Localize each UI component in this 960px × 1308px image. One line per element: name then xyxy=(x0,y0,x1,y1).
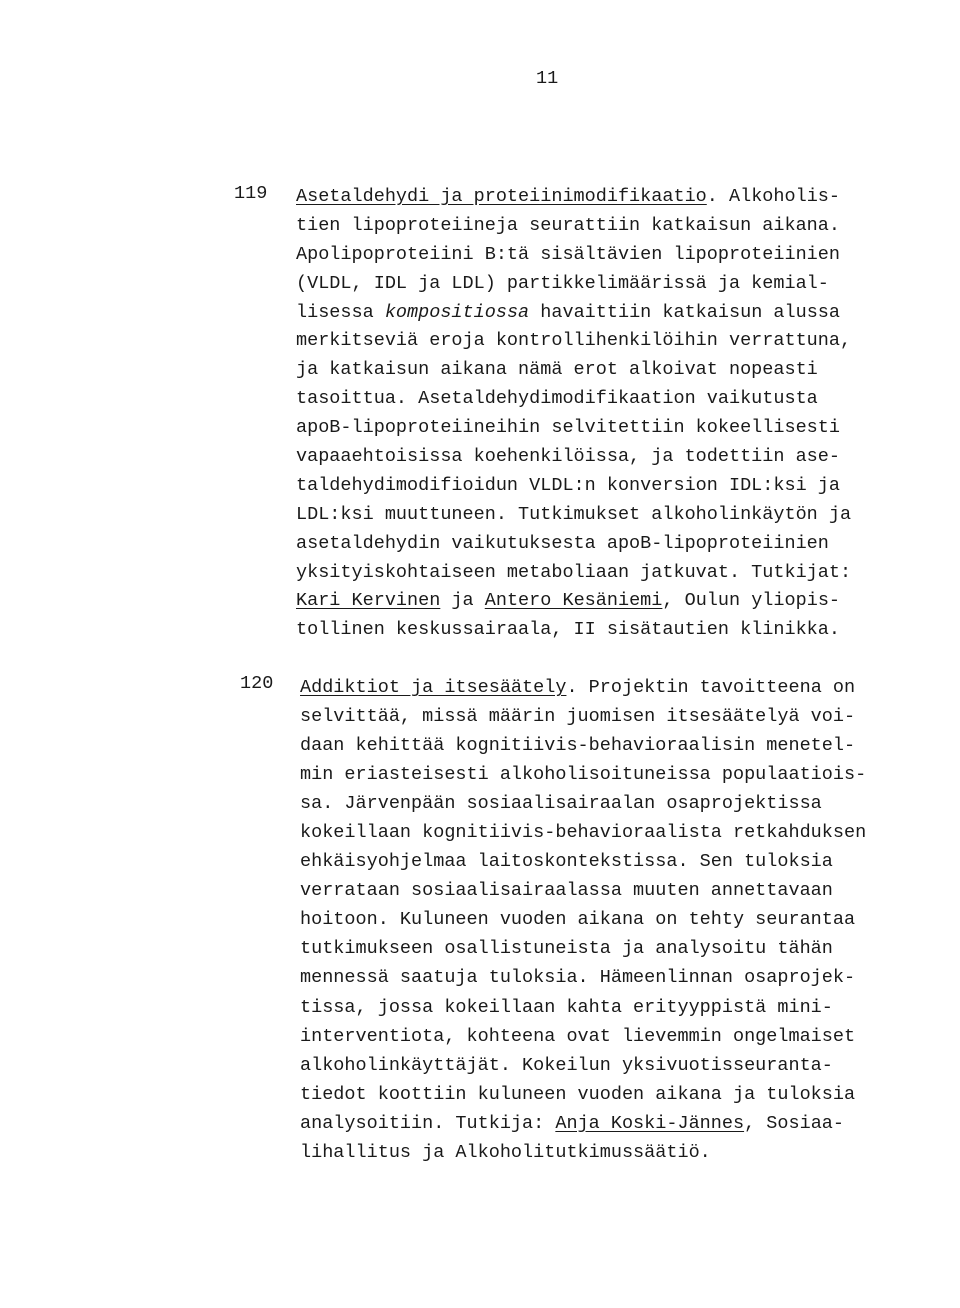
text-line: merkitseviä eroja kontrollihenkilöihin verrattuna, xyxy=(296,330,852,352)
text-line: tien lipoproteiineja seurattiin katkaisun aikana. xyxy=(296,214,840,236)
text-line: tutkimukseen osallistuneista ja analysoitu tähän xyxy=(300,938,833,960)
text-line: lisessa kompositiossa havaittiin katkaisun alussa xyxy=(296,301,841,323)
text-line: Asetaldehydi ja proteiinimodifikaatio. Alkoholis- xyxy=(296,186,841,207)
entry-number: 119 xyxy=(234,183,268,204)
text-line: vapaaehtoisissa koehenkilöissa, ja todettiin ase- xyxy=(296,446,840,468)
text-line: Apolipoproteiini B:tä sisältävien lipoproteiinien xyxy=(296,243,840,265)
text-line: selvittää, missä määrin juomisen itsesäätelyä voi- xyxy=(300,706,856,728)
text-line: kokeillaan kognitiivis-behavioraalista retkahduksen xyxy=(300,822,867,844)
text-line: lihallitus ja Alkoholitutkimussäätiö. xyxy=(300,1141,711,1163)
text-line: interventiota, kohteena ovat lievemmin ongelmaiset xyxy=(300,1025,856,1047)
text-line: mennessä saatuja tuloksia. Hämeenlinnan osaprojek- xyxy=(300,967,856,989)
researcher-name: Antero Kesäniemi xyxy=(484,590,663,612)
project-title: Addiktiot ja itsesäätely xyxy=(300,677,567,698)
text-line: LDL:ksi muuttuneen. Tutkimukset alkoholinkäytön ja xyxy=(296,503,852,525)
text-line: ja katkaisun aikana nämä erot alkoivat nopeasti xyxy=(296,359,818,381)
text-line: tollinen keskussairaala, II sisätautien klinikka. xyxy=(296,619,840,641)
text-line: daan kehittää kognitiivis-behavioraalisin menetel- xyxy=(300,735,856,757)
text-line: asetaldehydin vaikutuksesta apoB-lipoproteiinien xyxy=(296,532,829,554)
text-line: tiedot koottiin kuluneen vuoden aikana ja tuloksia xyxy=(300,1083,856,1105)
text-line: hoitoon. Kuluneen vuoden aikana on tehty seurantaa xyxy=(300,909,856,931)
text-line: apoB-lipoproteiineihin selvitettiin kokeellisesti xyxy=(296,417,840,439)
text-line: tasoittua. Asetaldehydimodifikaation vaikutusta xyxy=(296,388,818,410)
text-line: Addiktiot ja itsesäätely. Projektin tavoitteena on xyxy=(300,677,856,698)
page-number: 11 xyxy=(536,68,559,89)
text-line: tissa, jossa kokeillaan kahta erityyppistä mini- xyxy=(300,996,833,1018)
researcher-name: Anja Koski-Jännes xyxy=(555,1112,745,1134)
text-line: taldehydimodifioidun VLDL:n konversion IDL:ksi ja xyxy=(296,474,840,496)
entry-text xyxy=(296,183,886,645)
text-line: min eriasteisesti alkoholisoituneissa populaatiois- xyxy=(300,764,867,786)
italic-term: kompositiossa xyxy=(373,301,530,323)
text-line: sa. Järvenpään sosiaalisairaalan osaprojektissa xyxy=(300,793,822,815)
text-line: ehkäisyohjelmaa laitoskontekstissa. Sen tuloksia xyxy=(300,851,833,873)
project-title: Asetaldehydi ja proteiinimodifikaatio xyxy=(296,186,707,207)
text-line: verrataan sosiaalisairaalassa muuten annettavaan xyxy=(300,880,833,902)
text-line: Kari Kervinen ja Antero Kesäniemi, Oulun yliopis- xyxy=(296,590,841,612)
entry-text xyxy=(300,673,890,1167)
researcher-name: Kari Kervinen xyxy=(296,590,441,612)
text-line: (VLDL, IDL ja LDL) partikkelimäärissä ja kemial- xyxy=(296,272,829,294)
text-line: yksityiskohtaiseen metaboliaan jatkuvat. Tutkijat: xyxy=(296,561,852,583)
entry-number: 120 xyxy=(240,673,274,694)
text-line: analysoitiin. Tutkija: Anja Koski-Jännes, Sosiaa- xyxy=(300,1112,844,1134)
text-line: alkoholinkäyttäjät. Kokeilun yksivuotisseuranta- xyxy=(300,1054,833,1076)
